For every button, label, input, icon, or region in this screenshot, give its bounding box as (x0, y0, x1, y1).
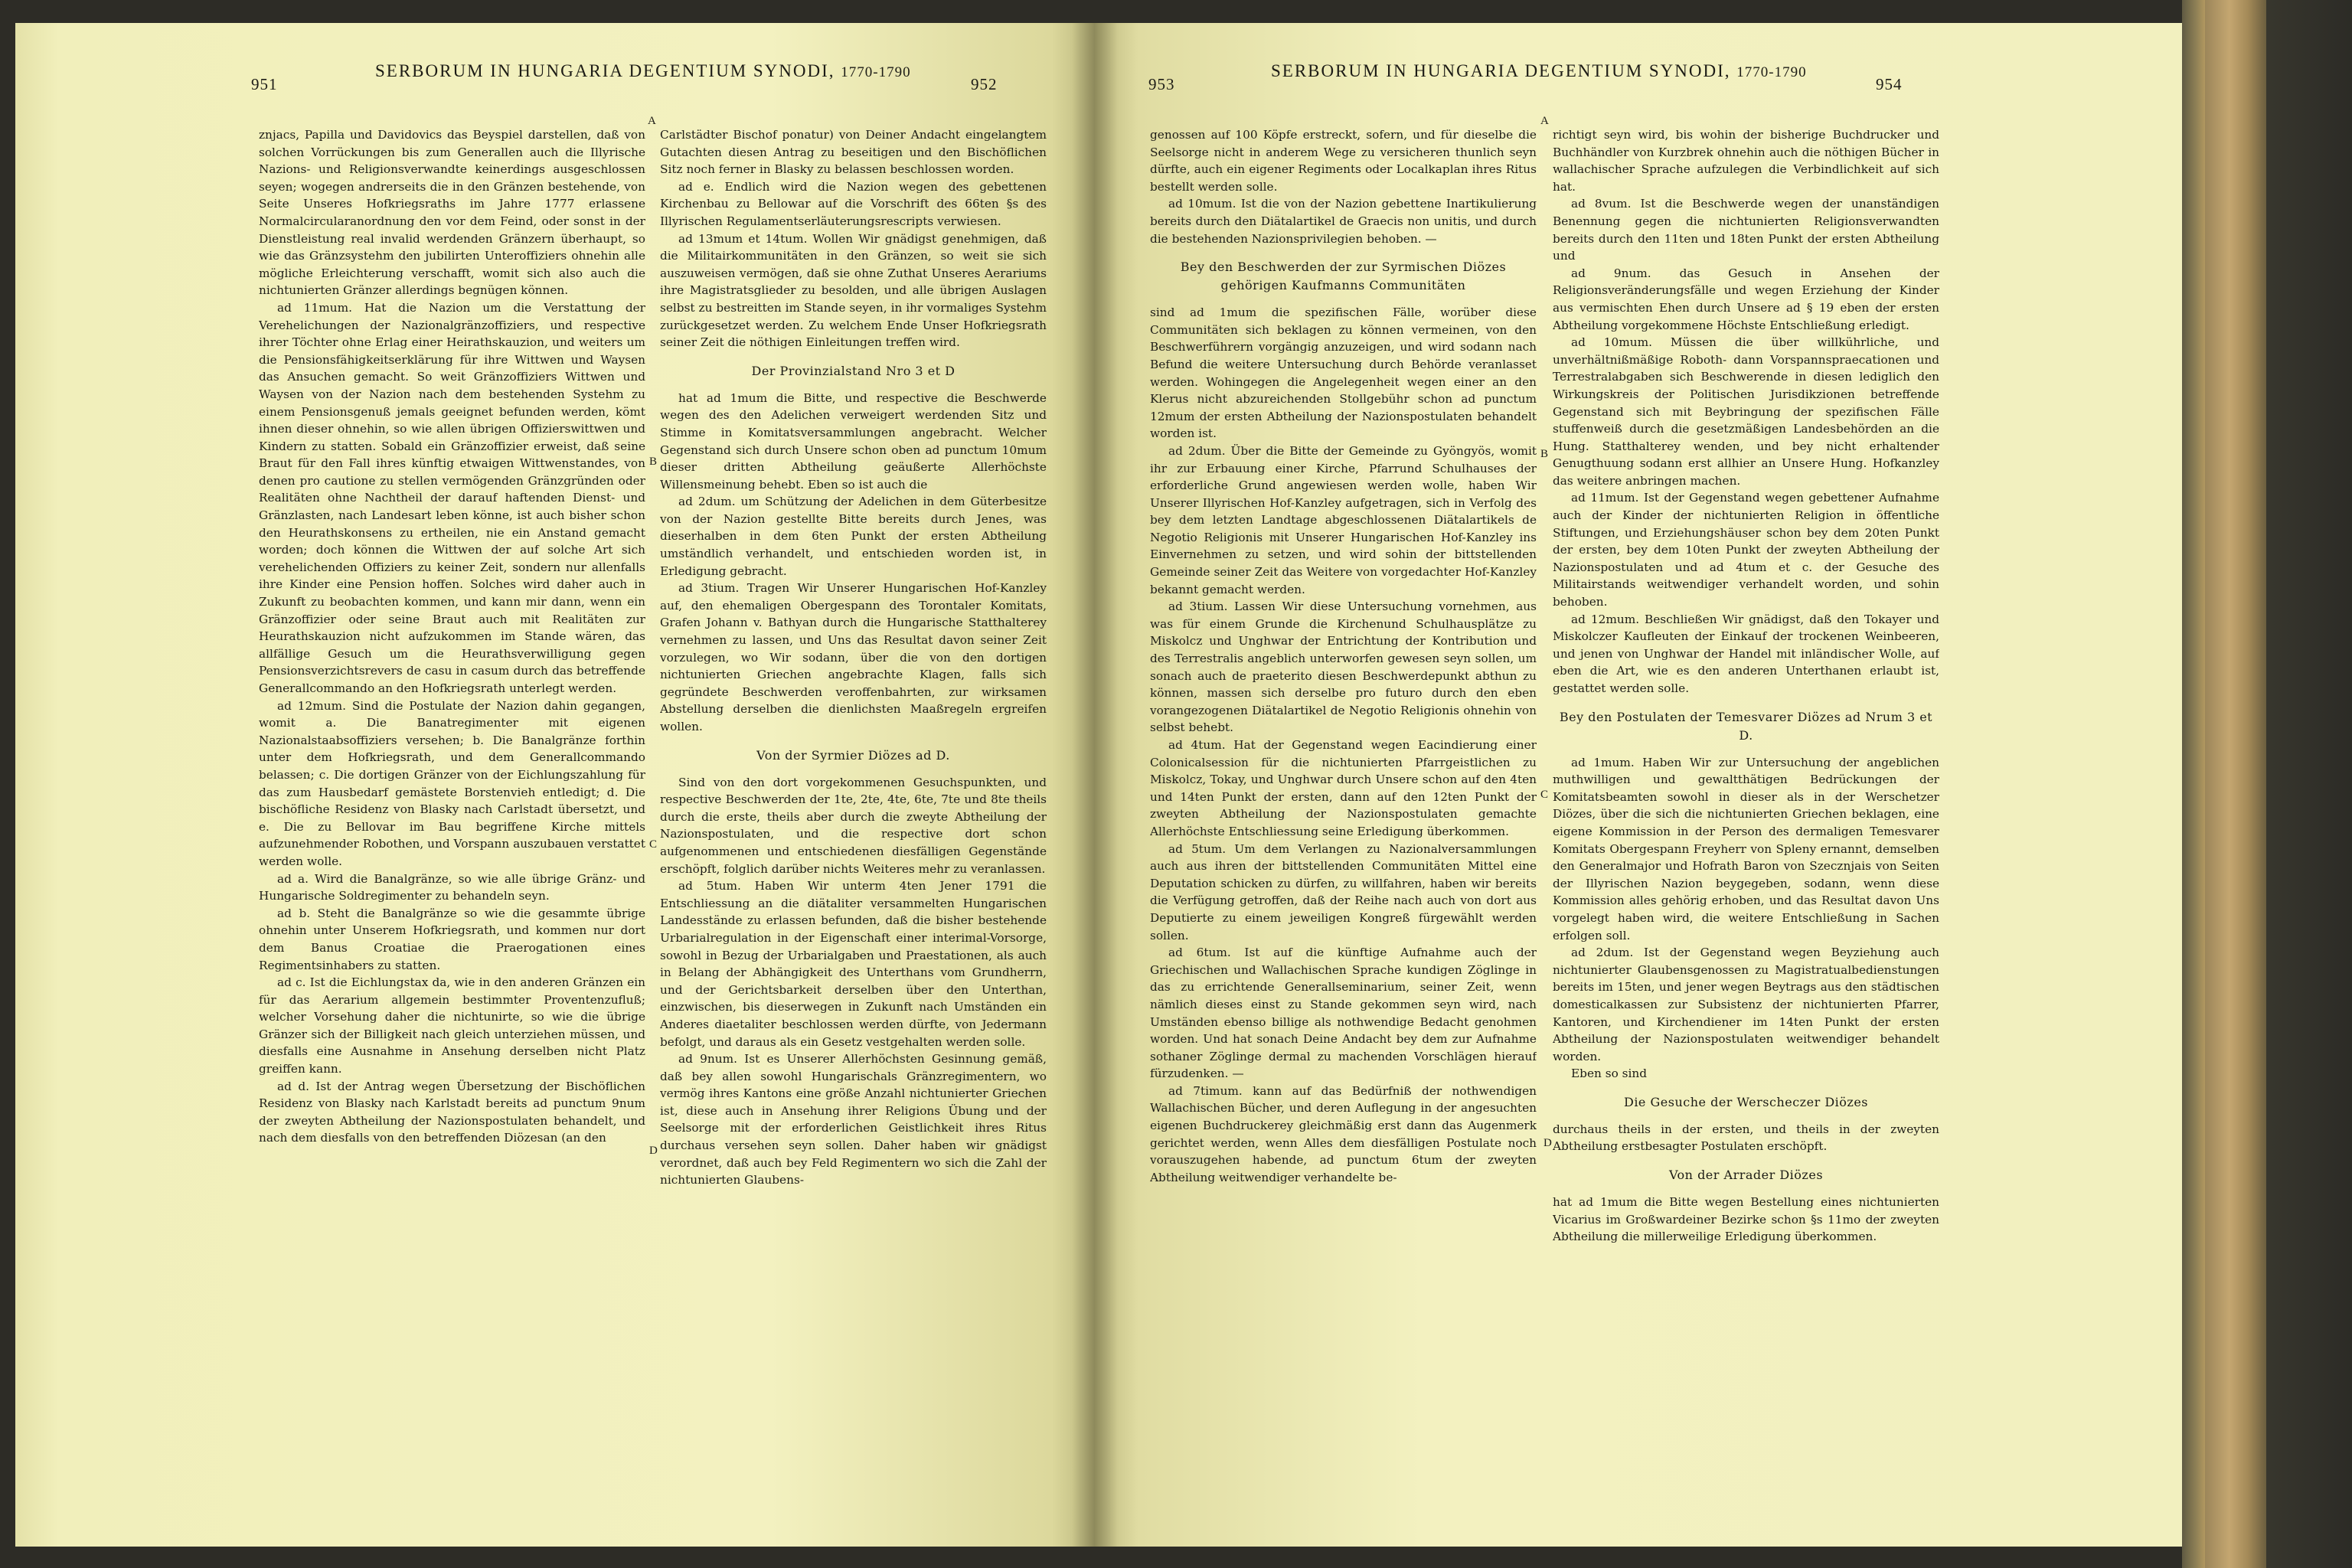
section-heading: Von der Arrader Diözes (1668, 1168, 1824, 1183)
left-column-1 (259, 126, 645, 1527)
book-cover-edge (2182, 0, 2352, 1568)
running-head-years: 1770-1790 (841, 64, 911, 80)
page-number: 952 (971, 75, 998, 93)
paragraph: ad 4tum. Hat der Gegenstand wegen Eacindierung einer Colonicalsession für die nichtunierten Pfarrgeistlichen zu Miskolcz, Tokay, und Unghwar durch Unsere schon auf den 4ten und 14ten Punkt der ersten, dann auf den 12ten Punkt der zweyten Abtheilung der Nazionspostulaten gemachte Allerhöchste Entschliessung seine Erledigung überkommen. (1150, 738, 1537, 838)
paragraph: ad 7timum. kann auf das Bedürfniß der nothwendigen Wallachischen Bücher, und deren Auflegung in der angesuchten eigenen Buchdruckerey gleichmäßig erst dann das Augenmerk gerichtet werden, wenn Alles dem diesfälligen Postulate noch vorauszugehen habende, ad punctum 6tum der zweyten Abtheilung weitwendiger verhandelte be- (1150, 1083, 1537, 1184)
margin-letter: A (648, 115, 656, 127)
running-head-title (1271, 61, 1807, 81)
section-heading: Der Provinzialstand Nro 3 et D (751, 363, 956, 378)
right-running-head (1095, 54, 2182, 107)
paragraph: ad 9num. Ist es Unserer Allerhöchsten Gesinnung gemäß, daß bey allen sowohl Hungarischals Gränzregimentern, wo vermög ihres Kantons eine größe Anzahl nichtunierter Griechen ist, diese auch in Ansehung ihrer Religions Übung und der Seelsorge mit der erforderlichen Geistlichkeit ihres Ritus durchaus versehen seyn sollen. Daher haben wir gnädigst verordnet, daß auch bey Feld Regimentern wo sich die Zahl der nichtunierten Glaubens- (660, 1052, 1047, 1187)
paragraph: ad 11mum. Ist der Gegenstand wegen gebettener Aufnahme auch der Kinder der nichtunierten Religion in öffentliche Stiftungen, und Erziehungshäuser schon bey dem 20ten Punkt der ersten, bey dem 10ten Punkt der zweyten Abtheilung der Nazionspostulaten und ad 4tum et c. der Gesuche des Militairstands weitwendiger verhandelt worden, und sohin behoben. (1553, 491, 1939, 609)
paragraph: ad 1mum. Haben Wir zur Untersuchung der angeblichen muthwilligen und gewaltthätigen Bedrückungen der Komitatsbeamten sowohl in dieser als in der Werschetzer Diözes, über die sich die nichtunierten Griechen beklagen, eine eigene Kommission in der Person des dermaligen Temesvarer Komitats Obergespann Freyherr von Spleny ernannt, demselben den Generalmajor und Hofrath Baron von Szecznjais von Seiten der Illyrischen Nazion beygegeben, sodann, wenn diese Kommission alles gehörig erhoben, und das Resultat davon Uns vorgelegt haben wird, die weitere Entschließung in Sachen erfolgen soll. (1553, 755, 1939, 942)
paragraph: Sind von den dort vorgekommenen Gesuchspunkten, und respective Beschwerden der 1te, 2te, 4te, 6te, 7te und 8te theils durch die erste, theils aber durch die zweyte Abtheilung der Nazionspostulaten, und die respective dort schon aufgenommenen und entschiedenen diesfälligen Gegenstände erschöpft, folglich darüber nichts Weiteres mehr zu veranlassen. (660, 775, 1047, 876)
running-head-text: SERBORUM IN HUNGARIA DEGENTIUM SYNODI, (1271, 61, 1731, 80)
paragraph: durchaus theils in der ersten, und theils in der zweyten Abtheilung erstbesagter Postulaten erschöpft. (1553, 1122, 1939, 1154)
paragraph: ad 3tium. Lassen Wir diese Untersuchung vornehmen, aus was für einem Grunde die Kirchenund Schulhausplätze zu Miskolcz und Unghwar der Entrichtung der Kontribution und des Terrestralis angeblich unterworfen gewesen seyn sollen, um sonach auch de praeterito diesen Beschwerdepunkt abthun zu können, massen sich derselbe pro futuro durch den eben vorangezogenen Diätalartikel de Negotio Religionis ohnehin von selbst behebt. (1150, 599, 1537, 735)
running-head-text: SERBORUM IN HUNGARIA DEGENTIUM SYNODI, (375, 61, 835, 80)
running-head-years: 1770-1790 (1736, 64, 1807, 80)
paragraph: genossen auf 100 Köpfe erstreckt, sofern, und für dieselbe die Seelsorge nicht in anderem Wege zu versicheren thunlich seyn dürfte, auch ein eigener Regiments oder Localkaplan ihres Ritus bestellt werden solle. (1150, 128, 1537, 194)
left-page (15, 23, 1095, 1547)
paragraph: ad 8vum. Ist die Beschwerde wegen der unanständigen Benennung gegen die nichtunierten Religionsverwandten bereits durch den 11ten und 18ten Punkt der ersten Abtheilung und (1553, 197, 1939, 263)
left-column-2 (660, 126, 1047, 1527)
page-number: 951 (251, 75, 278, 93)
paragraph: ad 12mum. Sind die Postulate der Nazion dahin gegangen, womit a. Die Banatregimenter mit eigenen Nazionalstaabsoffiziers versehen; b. Die Banalgränze forthin unter dem Hofkriegsrath, und dem Generallcommando belassen; c. Die dortigen Gränzer von der Eichlungszahlung für das zum Hausbedarf gemästete Borstenvieh entledigt; d. Die bischöfliche Residenz von Blasky nach Carlstadt übersetzt, und e. Die zu Bellovar im Bau begriffene Kirche mittels aufzunehmender Robothen, und Vorspann auszubauen verstattet werden wolle. (259, 698, 645, 868)
paragraph: ad 12mum. Beschließen Wir gnädigst, daß den Tokayer und Miskolczer Kaufleuten der Einkauf der trockenen Weinbeeren, und jenen von Unghwar der Handel mit inländischer Wolle, auf eben die Art, wie es den anderen Unterthanen erlaubt ist, gestattet werden solle. (1553, 612, 1939, 695)
section-heading: Von der Syrmier Diözes ad D. (756, 747, 950, 763)
page-number: 953 (1148, 75, 1175, 93)
paragraph: ad 11mum. Hat die Nazion um die Verstattung der Verehelichungen der Nazionalgränzoffiziers, und respective ihrer Töchter ohne Erlag einer Heirathskauzion, und weiters um die Pensionsfähigkeitserklärung für ihre Wittwen und Waysen das Ansuchen gemacht. So weit Gränzoffiziers Wittwen und Waysen von der Nazion nach dem bestehenden Systehm zu einem Pensionsgenuß jemals geeignet befunden werden, kömt ihnen dieser ohnehin, so wie allen übrigen Offizierswittwen und Kindern zu statten. Sobald ein Gränzoffizier erweist, daß seine Braut für den Fall ihres künftig etwaigen Wittwenstandes, von denen pro cautione zu stellen vermögenden Gränzgründen oder Realitäten ohne Nachtheil der darauf haftenden Dienst- und Gränzlasten, nach Landesart leben könne, ist auch bisher schon den Heurathskonsens zu ertheilen, nie ein Anstand gemacht worden; doch können die Wittwen der auf solche Art sich verehelichenden Offiziers zu keiner Zeit, sondern nur allenfalls ihre Kinder eine Pension hoffen. Solches wird daher auch in Zukunft zu beobachten kommen, und kann mir dann, wenn ein Gränzoffizier oder seine Braut auch mit Realitäten zur Heurathskauzion nicht aufzukommen im Stande wären, das allfällige Gesuch um die Heurathsverwilligung gegen Pensionsverzichtsrevers de casu in casum durch das betreffende Generallcommando an den Hofkriegsrath unterlegt werden. (259, 300, 645, 695)
section-heading: Bey den Beschwerden der zur Syrmischen Diözes gehörigen Kaufmanns Communitäten (1180, 260, 1507, 293)
cover-cloth (2205, 0, 2266, 1568)
paragraph: ad d. Ist der Antrag wegen Übersetzung der Bischöflichen Residenz von Blasky nach Karlstadt bereits ad punctum 9num der zweyten Abtheilung der Nazionspostulaten behandelt, und nach dem diesfalls von den betreffenden Diözesan (an den (259, 1079, 645, 1145)
left-running-head (15, 54, 1095, 107)
paragraph: ad 9num. das Gesuch in Ansehen der Religionsveränderungsfälle und wegen Erziehung der Kinder aus vermischten Ehen durch Unsere ad § 19 eben der ersten Abtheilung vorgekommene Höchste Entschließung erledigt. (1553, 266, 1939, 332)
paragraph: ad 5tum. Haben Wir unterm 4ten Jener 1791 die Entschliessung an die diätaliter versammelten Hungarischen Landesstände zu erlassen befunden, daß die bisher bestehende Urbarialregulation in der Eigenschaft einer interimal-Vorsorge, sowohl in Bezug der Urbarialgaben und Praestationen, als auch in Belang der Abhängigkeit des Unterthans vom Grundherrn, und der Gerichtsbarkeit derselben über den Unterthan, einzwischen, bis dieserwegen in Zukunft nach Umständen ein Anderes diaetaliter beschlossen werden dürfte, von Jedermann befolgt, und daraus als ein Gesetz vestgehalten werden solle. (660, 879, 1047, 1049)
margin-letter: C (649, 838, 658, 851)
paragraph: hat ad 1mum die Bitte wegen Bestellung eines nichtunierten Vicarius im Großwardeiner Bezirke schon §s 11mo der zweyten Abtheilung die millerweilige Erledigung überkommen. (1553, 1195, 1939, 1244)
paragraph: sind ad 1mum die spezifischen Fälle, worüber diese Communitäten sich beklagen zu können vermeinen, von den Beschwerführern vorgängig anzuzeigen, und wird sodann nach Befund die weitere Untersuchung durch Behörde veranlasset werden. Wohingegen die Angelegenheit wegen einer an den Klerus nicht abzureichenden Stollgebühr schon ad punctum 12mum der ersten Abtheilung der Nazionspostulaten behandelt worden ist. (1150, 305, 1537, 441)
paragraph: richtigt seyn wird, bis wohin der bisherige Buchdrucker und Buchhändler von Kurzbrek ohnehin auch die nöthigen Bücher in wallachischer Sprache aufzulegen die Verbindlichkeit auf sich hat. (1553, 128, 1939, 194)
right-column-1 (1150, 126, 1537, 1527)
paragraph: ad 5tum. Um dem Verlangen zu Nazionalversammlungen auch aus ihren der bittstellenden Communitäten Mittel eine Deputation schicken zu dürfen, zu willfahren, haben wir bereits die Verfügung getroffen, daß der Reihe nach auch von dort aus Deputierte zu einem jeweiligen Kongreß fürgewählt werden sollen. (1150, 841, 1537, 942)
page-number: 954 (1876, 75, 1903, 93)
margin-letter: B (1540, 448, 1549, 460)
paragraph: ad 10mum. Ist die von der Nazion gebettene Inartikulierung bereits durch den Diätalartikel de Graecis non unitis, und durch die bestehenden Nazionsprivilegien behoben. — (1150, 197, 1537, 246)
margin-letter: B (649, 456, 658, 468)
paragraph: ad 10mum. Müssen die über willkührliche, und unverhältnißmäßige Roboth- dann Vorspannspraecationen und Terrestralabgaben sich Beschwerende in diesen lediglich den Wirkungskreis der Politischen Jurisdikzionen betreffende Gegenstand sich mit Beybringung der spezifischen Fälle stuffenweiß durch die gesetzmäßigen Landesbehörden an die Hung. Statthalterey wenden, und bey nicht erhaltender Genugthuung sodann erst allhier an Unsere Hung. Hofkanzley das weitere anbringen machen. (1553, 335, 1939, 488)
paragraph: Carlstädter Bischof ponatur) von Deiner Andacht eingelangtem Gutachten diesen Antrag zu beseitigen und den Bischöflichen Sitz noch ferner in Blasky zu belassen beschlossen worden. (660, 128, 1047, 177)
paragraph: ad 3tium. Tragen Wir Unserer Hungarischen Hof-Kanzley auf, den ehemaligen Obergespann des Torontaler Komitats, Grafen Johann v. Bathyan durch die Hungarische Statthalterey vernehmen zu lassen, und Uns das Resultat davon seiner Zeit vorzulegen, wo Wir sodann, über die von den dortigen nichtunierten Griechen angebrachte Klagen, falls sich gegründete Beschwerden veroffenbahrten, zur wirksamen Abstellung derselben die dienlichsten Maaßregeln ergreifen wollen. (660, 581, 1047, 733)
section-heading: Die Gesuche der Werscheczer Diözes (1623, 1094, 1868, 1109)
margin-letter: A (1540, 115, 1549, 127)
paragraph: ad 2dum. Ist der Gegenstand wegen Beyziehung auch nichtunierter Glaubensgenossen zu Magistratualbedienstungen bereits im 15ten, und jener wegen Beytrags aus den städtischen domesticalkassen zur Subsistenz der nichtunierten Pfarrer, Kantoren, und Kirchendiener im 14ten Punkt der ersten Abtheilung der Nazionspostulaten weitwendiger behandelt worden. (1553, 946, 1939, 1063)
paragraph: ad 2dum. Über die Bitte der Gemeinde zu Gyöngyös, womit ihr zur Erbauung einer Kirche, Pfarrund Schulhauses der erforderliche Grund angewiesen werden wolle, haben Wir Unserer Illyrischen Hof-Kanzley aufgetragen, sich in Verfolg des bey dem letzten Landtage abgeschlossenen Diätalartikels de Negotio Religionis mit Unserer Hungarischen Hof-Kanzley ins Einvernehmen zu setzen, und wird sohin der bittstellenden Gemeinde seiner Zeit das Weitere von vorgedachter Hof-Kanzley bekannt gemacht werden. (1150, 443, 1537, 596)
paragraph: hat ad 1mum die Bitte, und respective die Beschwerde wegen des den Adelichen verweigert werdenden Sitz und Stimme in Komitatsversammlungen angebracht. Welcher Gegenstand sich durch Unsere schon oben ad punctum 10mum dieser dritten Abtheilung geäußerte Allerhöchste Willensmeinung behebt. Eben so ist auch die (660, 390, 1047, 492)
paragraph: ad e. Endlich wird die Nazion wegen des gebettenen Kirchenbau zu Bellowar auf die Vorschrift des 66ten §s des Illyrischen Regulamentserläuterungsrescripts verwiesen. (660, 179, 1047, 228)
paragraph: Eben so sind (1571, 1067, 1648, 1081)
section-heading: Bey den Postulaten der Temesvarer Diözes ad Nrum 3 et D. (1559, 709, 1933, 743)
paragraph: ad c. Ist die Eichlungstax da, wie in den anderen Gränzen ein für das Aerarium allgemein bestimmter Proventenzufluß; welcher Vorsehung daher die nichtunirte, so wie die übrige Gränzer sich der Billigkeit nach gleich unterziehen müssen, und diesfalls eine Ausnahme in Ansehung derselben nicht Platz greiffen kann. (259, 975, 645, 1076)
paragraph: ad b. Steht die Banalgränze so wie die gesammte übrige ohnehin unter Unserem Hofkriegsrath, und kommen nur dort dem Banus Croatiae die Praerogationen eines Regimentsinhabers zu statten. (259, 906, 645, 972)
margin-letter: D (649, 1145, 658, 1157)
paragraph: ad 2dum. um Schützung der Adelichen in dem Güterbesitze von der Nazion gestellte Bitte bereits durch Jenes, was dieserhalben in dem 6ten Punkt der ersten Abtheilung umständlich verhandelt, und entschieden worden ist, in Erledigung gebracht. (660, 495, 1047, 578)
book-gutter (1072, 23, 1118, 1547)
paragraph: ad a. Wird die Banalgränze, so wie alle übrige Gränz- und Hungarische Soldregimenter zu behandeln seyn. (259, 871, 645, 903)
right-page (1095, 23, 2182, 1547)
paragraph: ad 6tum. Ist auf die künftige Aufnahme auch der Griechischen und Wallachischen Sprache kundigen Zöglinge in das zu errichtende Generallseminarium, seiner Zeit, wenn nämlich dieses einst zu Stande gekommen seyn wird, nach Umständen ebenso billige als nothwendige Bedacht genohmen worden. Und hat sonach Deine Andacht bey dem zur Aufnahme sothaner Zöglinge dermal zu machenden Vorschlägen hierauf fürzudenken. — (1150, 946, 1537, 1081)
right-column-2 (1553, 126, 1939, 1527)
paragraph: znjacs, Papilla und Davidovics das Beyspiel darstellen, daß von solchen Vorrückungen bis zum Generallen auch die Illyrische Nazions- und Religionsverwandte keinerdings ausgeschlossen seyen; wogegen andrerseits die in den Gränzen bestehende, von Seite Unseres Hofkriegsraths im Jahre 1777 erlassene Normalcircularanordnung den vor dem Feind, oder sonst in der Dienstleistung real invalid werdenden Gränzern überhaupt, so wie das Gränzsystehm den jubilirten Unteroffiziers ohnehin alle mögliche Erleichterung verschafft, womit sich also auch die nichtunierten Gränzer allerdings begnügen können. (259, 128, 645, 298)
paragraph: ad 13mum et 14tum. Wollen Wir gnädigst genehmigen, daß die Militairkommunitäten in den Gränzen, so weit sie sich auszuweisen vermögen, daß sie ohne Zuthat Unseres Aerariums ihre Magistratsglieder zu besolden, und alle übrigen Auslagen selbst zu bestreitten im Stande seyen, in ihr vormaliges Systehm zurückgesetzet werden. Zu welchem Ende Unser Hofkriegsrath seiner Zeit die nöthigen Einleitungen treffen wird. (660, 231, 1047, 350)
running-head-title (375, 61, 911, 81)
margin-letter: C (1540, 789, 1549, 801)
margin-letter: D (1544, 1137, 1552, 1149)
